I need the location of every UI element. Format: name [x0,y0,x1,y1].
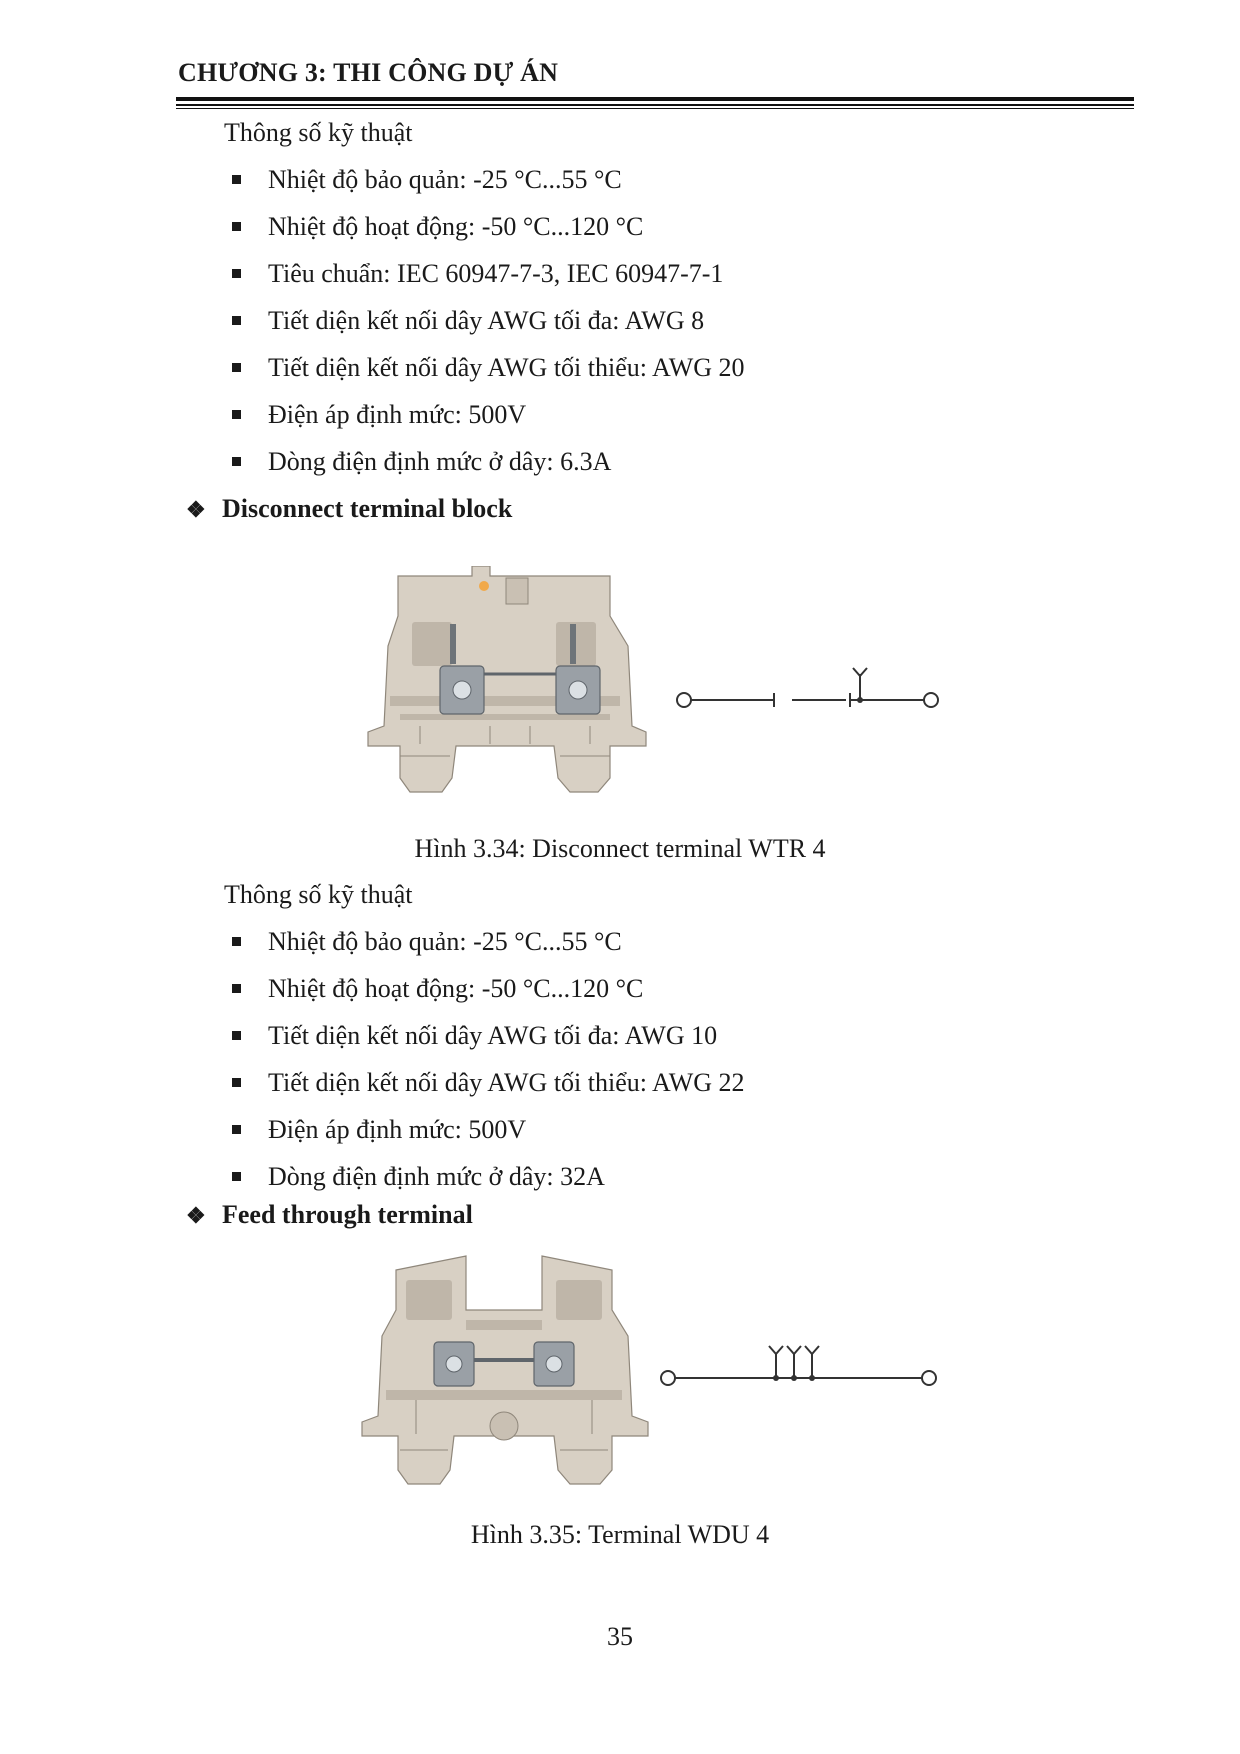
spec-item [232,1153,745,1200]
spec-heading: Thông số kỹ thuật [224,880,413,909]
spec-item-text: Tiêu chuẩn: IEC 60947-7-3, IEC 60947-7-1 [268,259,724,288]
spec-item [232,156,745,203]
spec-item [232,965,745,1012]
header-rule-thin-2 [176,108,1134,109]
header-rule [176,97,1134,101]
spec-item [232,918,745,965]
square-bullet-icon [232,984,241,993]
page-number: 35 [607,1622,633,1651]
spec-item [232,1012,745,1059]
spec-list [232,156,745,485]
square-bullet-icon [232,269,241,278]
section-title: Disconnect terminal block [222,494,513,523]
spec-item-text: Nhiệt độ hoạt động: -50 °C...120 °C [268,974,644,1003]
square-bullet-icon [232,175,241,184]
spec-item-text: Tiết diện kết nối dây AWG tối đa: AWG 10 [268,1021,718,1050]
spec-heading: Thông số kỹ thuật [224,118,413,147]
diamond-bullet-icon: ❖ [186,1203,206,1228]
square-bullet-icon [232,410,241,419]
section-heading [186,494,512,524]
disconnect-terminal-image [360,566,650,801]
spec-item-text: Điện áp định mức: 500V [268,400,527,429]
header-rule-thin [176,104,1134,106]
figure-caption: Hình 3.34: Disconnect terminal WTR 4 [414,834,826,863]
square-bullet-icon [232,1078,241,1087]
square-bullet-icon [232,222,241,231]
square-bullet-icon [232,1031,241,1040]
square-bullet-icon [232,937,241,946]
spec-item [232,391,745,438]
square-bullet-icon [232,316,241,325]
section-heading [186,1200,473,1230]
spec-list [232,918,745,1200]
spec-item [232,438,745,485]
square-bullet-icon [232,1125,241,1134]
spec-item-text: Dòng điện định mức ở dây: 32A [268,1162,605,1191]
square-bullet-icon [232,1172,241,1181]
spec-item [232,344,745,391]
chapter-title: CHƯƠNG 3: THI CÔNG DỰ ÁN [178,58,559,87]
spec-item [232,297,745,344]
disconnect-terminal-symbol [664,664,944,734]
spec-item-text: Tiết diện kết nối dây AWG tối thiểu: AWG 22 [268,1068,745,1097]
spec-item-text: Nhiệt độ bảo quản: -25 °C...55 °C [268,165,622,194]
spec-item [232,203,745,250]
spec-item-text: Điện áp định mức: 500V [268,1115,527,1144]
spec-item-text: Tiết diện kết nối dây AWG tối thiểu: AWG 20 [268,353,745,382]
spec-item-text: Nhiệt độ hoạt động: -50 °C...120 °C [268,212,644,241]
spec-item [232,1106,745,1153]
spec-item-text: Dòng điện định mức ở dây: 6.3A [268,447,612,476]
spec-item-text: Nhiệt độ bảo quản: -25 °C...55 °C [268,927,622,956]
square-bullet-icon [232,363,241,372]
square-bullet-icon [232,457,241,466]
spec-item-text: Tiết diện kết nối dây AWG tối đa: AWG 8 [268,306,705,335]
section-title: Feed through terminal [222,1200,473,1229]
spec-item [232,1059,745,1106]
feed-through-terminal-image [356,1250,652,1488]
spec-item [232,250,745,297]
figure-caption: Hình 3.35: Terminal WDU 4 [470,1520,770,1549]
feed-through-terminal-symbol [652,1340,948,1400]
diamond-bullet-icon: ❖ [186,497,206,522]
